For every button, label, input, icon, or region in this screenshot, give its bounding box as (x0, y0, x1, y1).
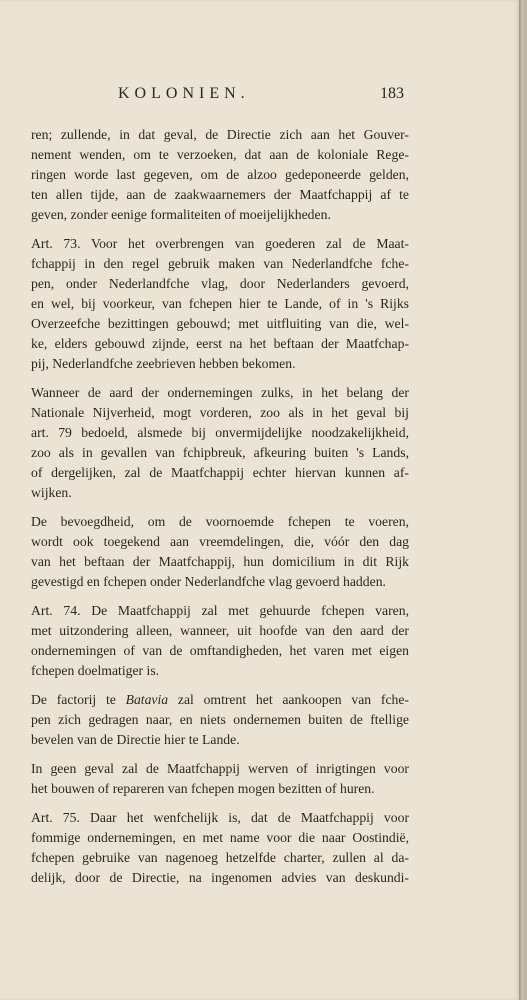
paragraph (31, 125, 409, 225)
text-line: of dergelijken, zal de Maatfchappij echter hiervan kunnen af- (31, 465, 409, 480)
text-line: In geen geval zal de Maatfchappij werven of inrigtingen voor (31, 761, 409, 776)
paragraph (31, 383, 409, 503)
text-line: Nationale Nijverheid, mogt vorderen, zoo als in het geval bij (31, 405, 409, 420)
text-line: van het beftaan der Maatfchappij, hun domicilium in dit Rijk (31, 554, 409, 569)
text-line: wijken. (31, 485, 72, 500)
text-line: geven, zonder eenige formaliteiten of moeijelijkheden. (31, 207, 331, 222)
text-line: ren; zullende, in dat geval, de Directie zich aan het Gouver- (31, 127, 409, 142)
text-line: met uitzondering alleen, wanneer, uit hoofde van den aard der (31, 623, 409, 638)
paragraph (31, 759, 409, 799)
page-edge (519, 0, 527, 1000)
running-title: KOLONIEN. (118, 85, 250, 102)
text-line: delijk, door de Directie, na ingenomen advies van deskundi- (31, 870, 409, 885)
text-line: Art. 74. De Maatfchappij zal met gehuurde fchepen varen, (31, 603, 409, 618)
text-line: het bouwen of repareren van fchepen mogen bezitten of huren. (31, 781, 375, 796)
text-line: zoo als in gevallen van fchipbreuk, afkeuring buiten 's Lands, (31, 445, 409, 460)
text-line: fommige ondernemingen, en met name voor die naar Oostindië, (31, 830, 409, 845)
text-line: bevelen van de Directie hier te Lande. (31, 732, 240, 747)
text-run: De factorij te (31, 692, 126, 707)
text-line: Wanneer de aard der ondernemingen zulks, in het belang der (31, 385, 409, 400)
text-line: pen, onder Nederlandfche vlag, door Nederlanders gevoerd, (31, 276, 409, 291)
text-line: ten allen tijde, aan de zaakwaarnemers der Maatfchappij af te (31, 187, 409, 202)
paragraph (31, 690, 409, 750)
text-line: fchappij in den regel gebruik maken van Nederlandfche fche- (31, 256, 409, 271)
text-line: fchepen doelmatiger is. (31, 663, 160, 678)
paragraph (31, 512, 409, 592)
text-line: Art. 75. Daar het wenfchelijk is, dat de Maatfchappij voor (31, 810, 409, 825)
paragraph-article-73 (31, 234, 409, 374)
page-number: 183 (380, 85, 404, 102)
page-header (0, 85, 519, 109)
text-line: De bevoegdheid, om de voornoemde fchepen te voeren, (31, 514, 409, 529)
text-line: nement wenden, om te verzoeken, dat aan de koloniale Rege- (31, 147, 409, 162)
text-run: zal omtrent het aankoopen van fche- (168, 692, 409, 707)
text-line: Art. 73. Voor het overbrengen van goederen zal de Maat- (31, 236, 409, 251)
text-line: wordt ook toegekend aan vreemdelingen, die, vóór den dag (31, 534, 409, 549)
text-line: fchepen gebruike van nagenoeg hetzelfde charter, zullen al da- (31, 850, 409, 865)
text-line: Overzeefche bezittingen gebouwd; met uitfluiting van die, wel- (31, 316, 409, 331)
text-line (31, 690, 409, 710)
place-name: Batavia (125, 692, 169, 707)
text-line: ke, elders gebouwd zijnde, eerst na het beftaan der Maatfchap- (31, 336, 409, 351)
text-line: pij, Nederlandfche zeebrieven hebben bekomen. (31, 356, 296, 371)
text-line: gevestigd en fchepen onder Nederlandfche vlag gevoerd hadden. (31, 574, 386, 589)
paragraph-article-75 (31, 808, 409, 888)
text-line: ringen worde last gegeven, om de alzoo gedeponeerde gelden, (31, 167, 409, 182)
text-line: ondernemingen of van de omftandigheden, het varen met eigen (31, 643, 409, 658)
paragraph-article-74 (31, 601, 409, 681)
text-line: pen zich gedragen naar, en niets ondernemen buiten de ftellige (31, 712, 409, 727)
body-text (31, 125, 409, 888)
text-line: art. 79 bedoeld, alsmede bij onvermijdelijke noodzakelijkheid, (31, 425, 409, 440)
text-line: en wel, bij voorkeur, van fchepen hier te Lande, of in 's Rijks (31, 296, 409, 311)
